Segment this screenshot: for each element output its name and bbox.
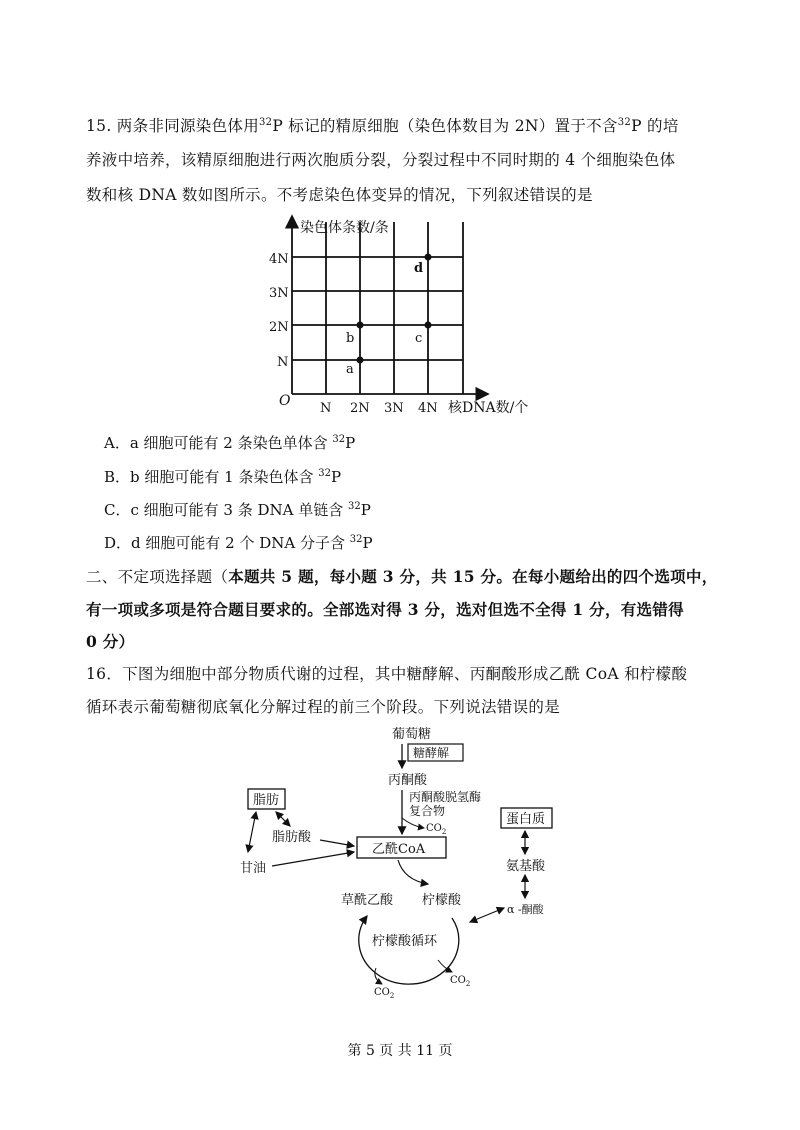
q15-line1-part-c: P 的培	[631, 117, 679, 135]
y-axis-label: 染色体条数/条	[300, 220, 389, 236]
fattyacid-acetylcoa-arrow	[320, 840, 354, 846]
point-c	[425, 322, 432, 329]
option-d: D．d 细胞可能有 2 个 DNA 分子含 $^{32}$P	[104, 534, 373, 552]
q15-line1-part-b: P 标记的精原细胞（染色体数目为 2N）置于不含	[272, 117, 618, 135]
y-tick-4n: 4N	[269, 252, 289, 267]
acetyl-coa-label: 乙酰CoA	[372, 842, 426, 857]
x-axis-label: 核DNA数/个	[448, 400, 529, 416]
glycerol-label: 甘油	[240, 861, 267, 876]
co2-release-arrow-1	[402, 818, 424, 828]
q16-line-1: 16．下图为细胞中部分物质代谢的过程，其中糖酵解、丙酮酸形成乙酰 CoA 和柠檬酸	[86, 665, 688, 683]
point-c-label: c	[415, 331, 423, 346]
y-tick-3n: 3N	[269, 286, 289, 301]
metabolism-diagram	[0, 720, 800, 1010]
q15-line-2: 养液中培养，该精原细胞进行两次胞质分裂，分裂过程中不同时期的 4 个细胞染色体	[86, 151, 676, 169]
amino-acid-label: 氨基酸	[506, 859, 546, 874]
point-d-label: d	[414, 261, 424, 276]
option-c: C．c 细胞可能有 3 条 DNA 单链含 $^{32}$P	[104, 501, 371, 519]
isotope-superscript: 32	[259, 117, 273, 128]
section2-line-3: 0 分）	[86, 632, 135, 651]
x-tick-3n: 3N	[384, 401, 404, 416]
q16-line-2: 循环表示葡萄糖彻底氧化分解过程的前三个阶段。下列说法错误的是	[86, 698, 561, 716]
origin-label: O	[279, 393, 291, 409]
graph-grid	[292, 222, 463, 394]
cycle-label: 柠檬酸循环	[372, 934, 438, 949]
chromosome-dna-graph	[0, 200, 800, 440]
citric-acid-cycle-loop	[359, 916, 459, 984]
q15-line1-part-a: 两条非同源染色体用	[116, 117, 259, 135]
enzyme-label-line2: 复合物	[409, 804, 446, 818]
point-b-label: b	[346, 331, 355, 346]
page-footer: 第 5 页 共 11 页	[347, 1043, 453, 1059]
ketoacid-citrate-arrow	[470, 908, 504, 922]
fat-glycerol-arrow	[248, 812, 256, 852]
co2-label-2: $CO_2$	[374, 987, 395, 1000]
co2-label-1: $CO_2$	[426, 823, 447, 836]
x-tick-n: N	[320, 401, 332, 416]
point-a-label: a	[346, 362, 354, 377]
y-tick-n: N	[277, 355, 289, 370]
y-tick-2n: 2N	[269, 320, 289, 335]
q15-number: 15.	[86, 117, 112, 135]
x-tick-4n: 4N	[418, 401, 438, 416]
oxaloacetate-label: 草酰乙酸	[341, 893, 394, 908]
enzyme-label-line1: 丙酮酸脱氢酶	[409, 790, 482, 804]
point-d	[425, 254, 432, 261]
isotope-superscript: 32	[617, 117, 632, 128]
glucose-label: 葡萄糖	[392, 727, 432, 742]
pyruvate-label: 丙酮酸	[388, 773, 428, 788]
point-b	[357, 322, 364, 329]
acetylcoa-to-citrate-arrow	[398, 860, 428, 884]
protein-label: 蛋白质	[506, 812, 546, 827]
q15-line-1	[86, 114, 679, 136]
section2-line-2: 有一项或多项是符合题目要求的。全部选对得 3 分，选对但选不全得 1 分，有选错得	[86, 600, 684, 619]
glycolysis-label: 糖酵解	[413, 746, 450, 760]
point-a	[357, 357, 364, 364]
x-tick-2n: 2N	[350, 401, 370, 416]
fat-fattyacid-arrow	[276, 812, 290, 826]
option-a: A．a 细胞可能有 2 条染色单体含 $^{32}$P	[104, 434, 356, 452]
co2-label-3: $CO_2$	[450, 975, 471, 988]
option-b: B．b 细胞可能有 1 条染色体含 $^{32}$P	[104, 468, 342, 486]
section2-rules: 本题共 5 题，每小题 3 分，共 15 分。在每小题给出的四个选项中，	[228, 567, 718, 586]
glycerol-acetylcoa-arrow	[272, 852, 354, 866]
q15-line-3: 数和核 DNA 数如图所示。不考虑染色体变异的情况，下列叙述错误的是	[86, 186, 593, 204]
keto-acid-label: α -酮酸	[507, 903, 544, 916]
section2-line-1: 二、不定项选择题（本题共 5 题，每小题 3 分，共 15 分。在每小题给出的四个选项中，	[86, 567, 718, 586]
fatty-acid-label: 脂肪酸	[272, 830, 312, 845]
fat-label: 脂肪	[253, 793, 280, 808]
citrate-label: 柠檬酸	[422, 893, 462, 908]
